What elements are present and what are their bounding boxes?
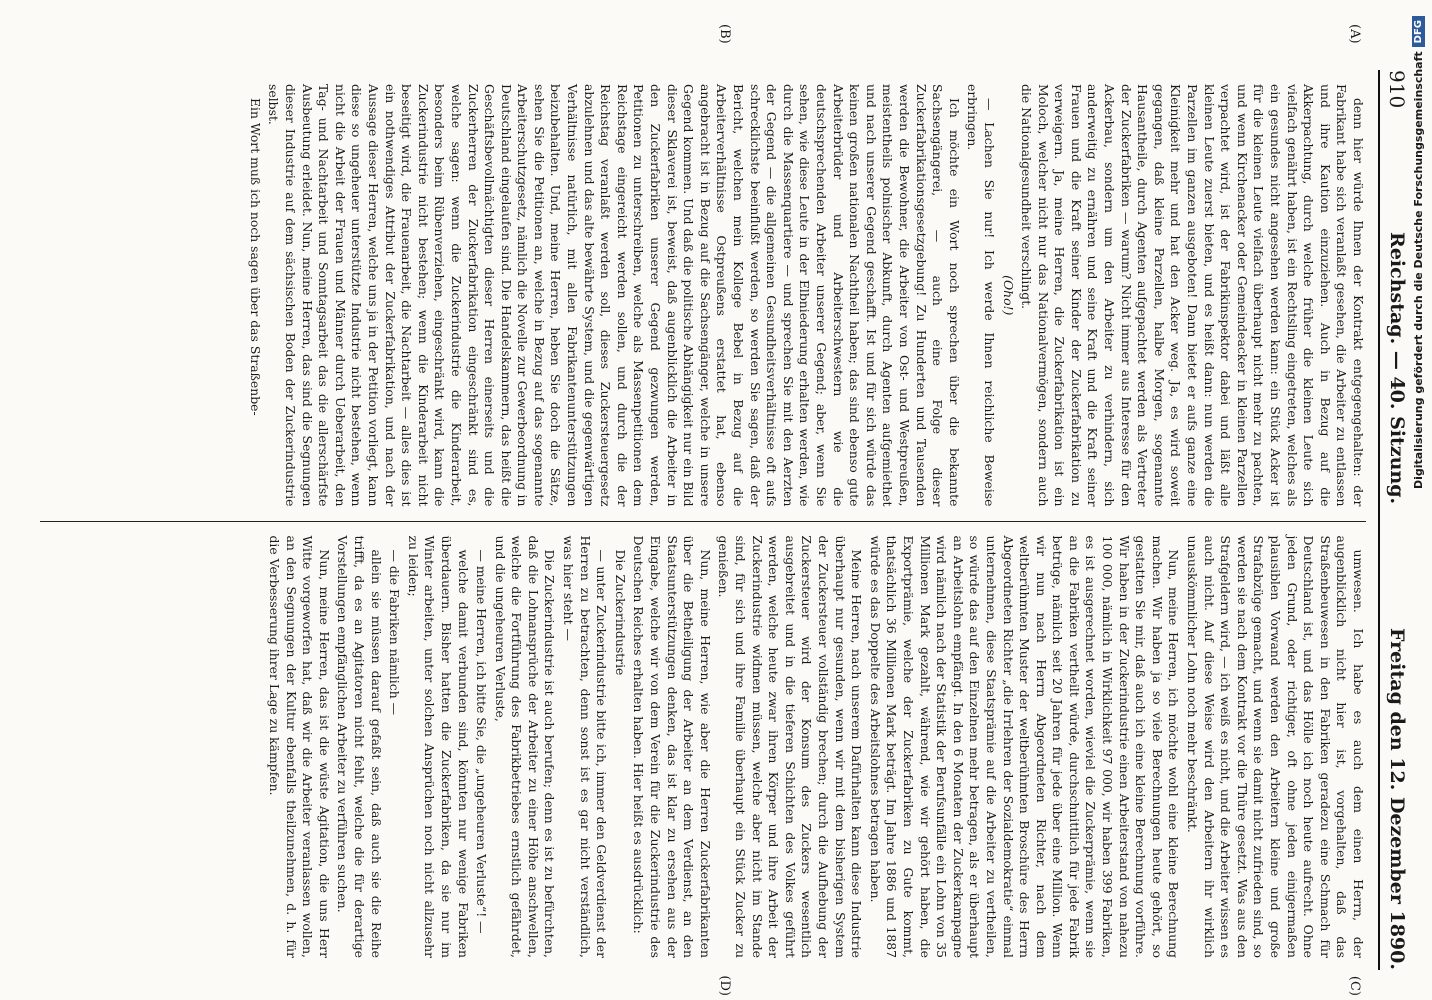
page-number: 910 — [1385, 70, 1409, 109]
margin-marker-b: (B) — [717, 24, 732, 44]
paragraph: — unter Zuckerindustrie bitte ich, immer den Geldverdienst der Herren zu betrachten, denn sonst ist es gar nicht verständlich, was hier steht — — [561, 535, 610, 958]
digitization-note: Digitalisierung gefördert durch die Deutsche Forschungsgemeinschaft — [1411, 51, 1425, 490]
paragraph: Die Zuckerindustrie — [612, 549, 628, 676]
paragraph: — meine Herren, ich bitte Sie, die „ungeheuren Verluste“! — — [474, 549, 490, 934]
quote: welche damit verbunden sind, könnten nur wenige Fabriken überdauern. Bisher hatten die Zuckerfabriken, da sie nur im Winter arbeiten, unter solchen Ansprüchen noch nicht allzusehr zu leiden; — [405, 535, 471, 958]
margin-marker-c: (C) — [1347, 975, 1362, 996]
quote: Die Zuckerindustrie ist auch berufen; denn es ist zu befürchten, daß die Lohnansprüche der Arbeiter zu einer Höhe anschwellen, welche die Fortführung des Fabrikbetriebes ernstlich gefährdet, und die ungeheuren Verluste, — [492, 535, 558, 958]
text-columns — [40, 70, 1366, 972]
margin-marker-a: (A) — [1347, 24, 1362, 44]
paragraph: denn hier würde Ihnen der Kontrakt entgegengehalten: der Fabrikant habe sich veranlaßt gesehen, die Arbeiter zu entlassen und ihre Kaution einzuziehen. Auch in Bezug auf die Akkerpachtung, durch welche früher die kleinen Leute sich vielfach genährt haben, ist ein Rechtsling eingetreten, welches als ein gesundes nicht angesehen werden kann: ein Stück Acker ist für die kleinen Leute vielfach überhaupt nicht mehr zu pachten, und wenn Kirchenacker oder Gemeindeacker in kleinen Parzellen verpachtet wird, ist der Fabrikinspektor dabei und läßt alle kleinen Leute zuerst bieten, und es heißt dann: nun werden die Parzellen im ganzen ausgeboten! Dann bietet er aufs ganze eine Kleinigkeit mehr und hat den Acker weg. Ja, es wird soweit gegangen, daß kleine Parzellen, halbe Morgen, sogenannte Hausantheile, durch Agenten aufgepachtet werden als Vertreter der Zuckerfabriken — warum? Nicht immer aus Interesse für den Ackerbau, sondern um den Arbeiter zu verhindern, sich anderweitig zu ernähren und seine Kraft und die Kraft seiner Frauen und die Kraft seiner Kinder der Zuckerfabrikation zu verweigern. Ja, meine Herren, die Zuckerfabrikation ist ein Moloch, welcher nicht nur das Nationalvermögen, sondern auch die Nationalgesundheit verschlingt. — [1019, 84, 1366, 507]
column-left — [40, 70, 1366, 521]
paragraph: Ein Wort muß ich noch sagen über das Straßenbe- — [247, 98, 263, 416]
paragraph: Nun, meine Herren, das ist die wüste Agitation, die uns Herr Witte vorgeworfen hat, daß wir die Arbeiter veranlassen wollen, an den Segnungen der Kultur ebenfalls theilzunehmen, d. h. für die Verbesserung ihrer Lage zu kämpfen. — [267, 535, 332, 958]
paragraph: Ich möchte ein Wort noch sprechen über die bekannte Sachsengängerei, — auch eine Folge dieser Zuckerfabrikationsgesetzgebung! Zu Hunderten und Tausenden werden die Bewohner, die Arbeiter von Ost- und Westpreußen, meistentheils polnischer Abkunft, durch Agenten aufgemiethet und nach unserer Gegend geschafft. Ist und für sich würde das keinen großen nationalen Nachtheil haben; das sind ebenso gute Arbeiterbrüder und Arbeiterschwestern wie die deutschsprechenden Arbeiter unserer Gegend; aber, wenn Sie sehen, wie diese Leute in der Elbniederung erhalten werden, wie durch die Massenquartiere — und sprechen Sie mit den Aerzten der Gegend — die allgemeinen Gesundheitsverhältnisse oft aufs schrecklichste beeinflußt werden, so werden Sie sagen, daß der Bericht, welchen mein Kollege Bebel in Bezug auf die Arbeiterverhältnisse Ostpreußens erstattet hat, ebenso angebracht ist in Bezug auf die Sachsengänger, welche in unsere Gegend kommen. Und daß die politische Abhängigkeit nur ein Bild dieser Sklaverei ist, beweist, daß augenblicklich die Arbeiter in den Zuckerfabriken unserer Gegend gezwungen werden, Petitionen zu unterschreiben, welche als Massenpetitionen dem Reichstage eingereicht werden sollen, und durch die der Reichstag veranlaßt werden soll, dieses Zuckersteuergesetz abzulehnen und das alte bewährte System, und die gegenwärtigen Verhältnisse natürlich, mit allen Fabrikantenunterstützungen beizubehalten. Und, meine Herren, heben Sie doch die Sätze, sehen Sie die Petitionen an, welche in Bezug auf das sogenannte Arbeiterschutzgesetz, nämlich die Novelle zur Gewerbeordnung in Deutschland eingelaufen sind. Die Handelskammern, das heißt die Geschäftsbevollmächtigten dieser Herren einerseits und die Zuckerherren der Zuckerfabrikation eingeschränkt sind es, welche sagen: wenn die Zuckerindustrie die Kinderarbeit, besonders beim Rübenverziehen, eingeschränkt wird, kann die Zuckerindustrie nicht bestehen; wenn die Kinderarbeit nicht beseitigt wird, die Frauenarbeit, die Nachtarbeit — alles dies ist ein nothwendiges Attribut der Zuckerfabrikation, und nach der Aussage dieser Herren, welche uns ja in der Petition vorliegt, kann diese so ungeheuer unterstützte Industrie nicht bestehen, wenn nicht die Arbeit der Frauen und Männer durch Ueberarbeit, den Tag- und Nachtarbeit und Sonntagsarbeit das die allerschärfste Ausbeutung erleidet. Nun, meine Herren, das sind die Segnungen dieser Industrie auf dem sächsischen Boden der Zuckerindustrie selbst. — [266, 84, 962, 507]
paragraph: Meine Herren, nach unserem Dafürhalten kann diese Industrie überhaupt nur gesunden, wenn wir mit dem bisherigen System der Zuckersteuer vollständig brechen; durch die Aufhebung der Zuckersteuer wird der Konsum des Zuckers wesentlich ausgebreitet und in die tieferen Schichten des Volkes geführt werden, welche heute zwar ihren Körper und ihre Arbeit der Zuckerindustrie widmen müssen, welche aber nicht im Stande sind, für sich und ihre Familie überhaupt ein Stück Zucker zu genießen. — [716, 535, 865, 958]
paragraph: Nun, meine Herren, ich möchte wohl eine kleine Berechnung machen. Wir haben ja so viele Berechnungen heute gehört, so gestatten Sie mir, daß auch ich eine kleine Berechnung vorführe. Wir haben in der Zuckerindustrie einen Arbeiterstand von nahezu 100 000, nämlich in Wirklichkeit 97 000, wir haben 399 Fabriken, es ist ausgerechnet worden, wieviel die Zuckerprämie, wenn sie an die Fabriken vertheilt würde, durchschnittlich für jede Fabrik betrüge, nämlich seit 20 Jahren für jede über eine Million. Wenn wir nun nach Herrn Abgeordneten Richter, nach dem weltberühmten Muster der weltberühmten Broschüre des Herrn Abgeordneten Richter „die Irrlehren der Sozialdemokratie“ einmal unternehmen, diese Staatsprämie auf die Arbeiter zu vertheilen, so würde das auf den Einzelnen mehr betragen, als er überhaupt an Arbeitslohn empfängt. In den 6 Monaten der Zuckerkampagne wird nämlich nach der Statistik der Berufsunfälle ein Lohn von 35 Millionen Mark gezahlt, während, wie wir gehört haben, die Exportprämie, welche der Zuckerfabriken zu Gute kommt, thatsächlich 36 Millionen Mark beträgt. Im Jahre 1886 und 1887 würde es das Doppelte des Arbeitslohnes betragen haben. — [867, 535, 1182, 958]
paragraph: — die Fabriken nämlich — — [387, 549, 403, 716]
column-right — [40, 522, 1366, 973]
dfg-logo: DFG — [1412, 16, 1425, 47]
margin-marker-d: (D) — [717, 975, 732, 996]
paragraph: — Lachen Sie nur! Ich werde Ihnen reichliche Beweise erbringen. — [965, 84, 997, 507]
paragraph: umwesen. Ich habe es auch dem einen Herrn, der augenblicklich nicht hier ist, vorgehalten, daß das Straßenbeuwesen in den Fabriken geradezu eine Schmach für Deutschland ist, und das Hölle ich noch heute aufrecht. Ohne jeden Grund, oder richtiger, oft ohne jeden einigermaßen plausiblen Vorwand werden den Arbeitern kleine und große Strafabzüge gemacht, und wenn sie damit nicht zufrieden sind, so werden sie nach dem Kontrakt vor die Thüre gesetzt. Was aus den Strafgeldern wird, — ich weiß es nicht, und die Arbeiter wissen es auch nicht. Auf diese Weise wird den Arbeitern ihr wirklich unauskömmlicher Lohn noch mehr beschränkt. — [1185, 535, 1366, 958]
dfg-watermark — [1406, 16, 1430, 986]
interjection: (Oho!) — [1000, 275, 1016, 316]
header-session: Reichstag. — 40. Sitzung. — [1386, 232, 1408, 505]
paragraph: Nun, meine Herren, wie aber die Herren Zuckerfabrikanten über die Betheiligung der Arbeiter an dem Verdienst, an den Staatsunterstützungen denken, das ist klar zu ersehen aus der Eingabe, welche wir von dem Verein für die Zuckerindustrie des Deutschen Reiches erhalten haben. Hier heißt es ausdrücklich: — [631, 535, 713, 958]
header-date: Freitag den 12. Dezember 1890. — [1386, 628, 1408, 970]
quote: allein sie müssen darauf gefaßt sein, daß auch sie die Reihe trifft, da es an Agitatoren nicht fehlt, welche die für derartige Vorstellungen empfänglichen Arbeiter zu verführen suchen. — [335, 535, 384, 958]
